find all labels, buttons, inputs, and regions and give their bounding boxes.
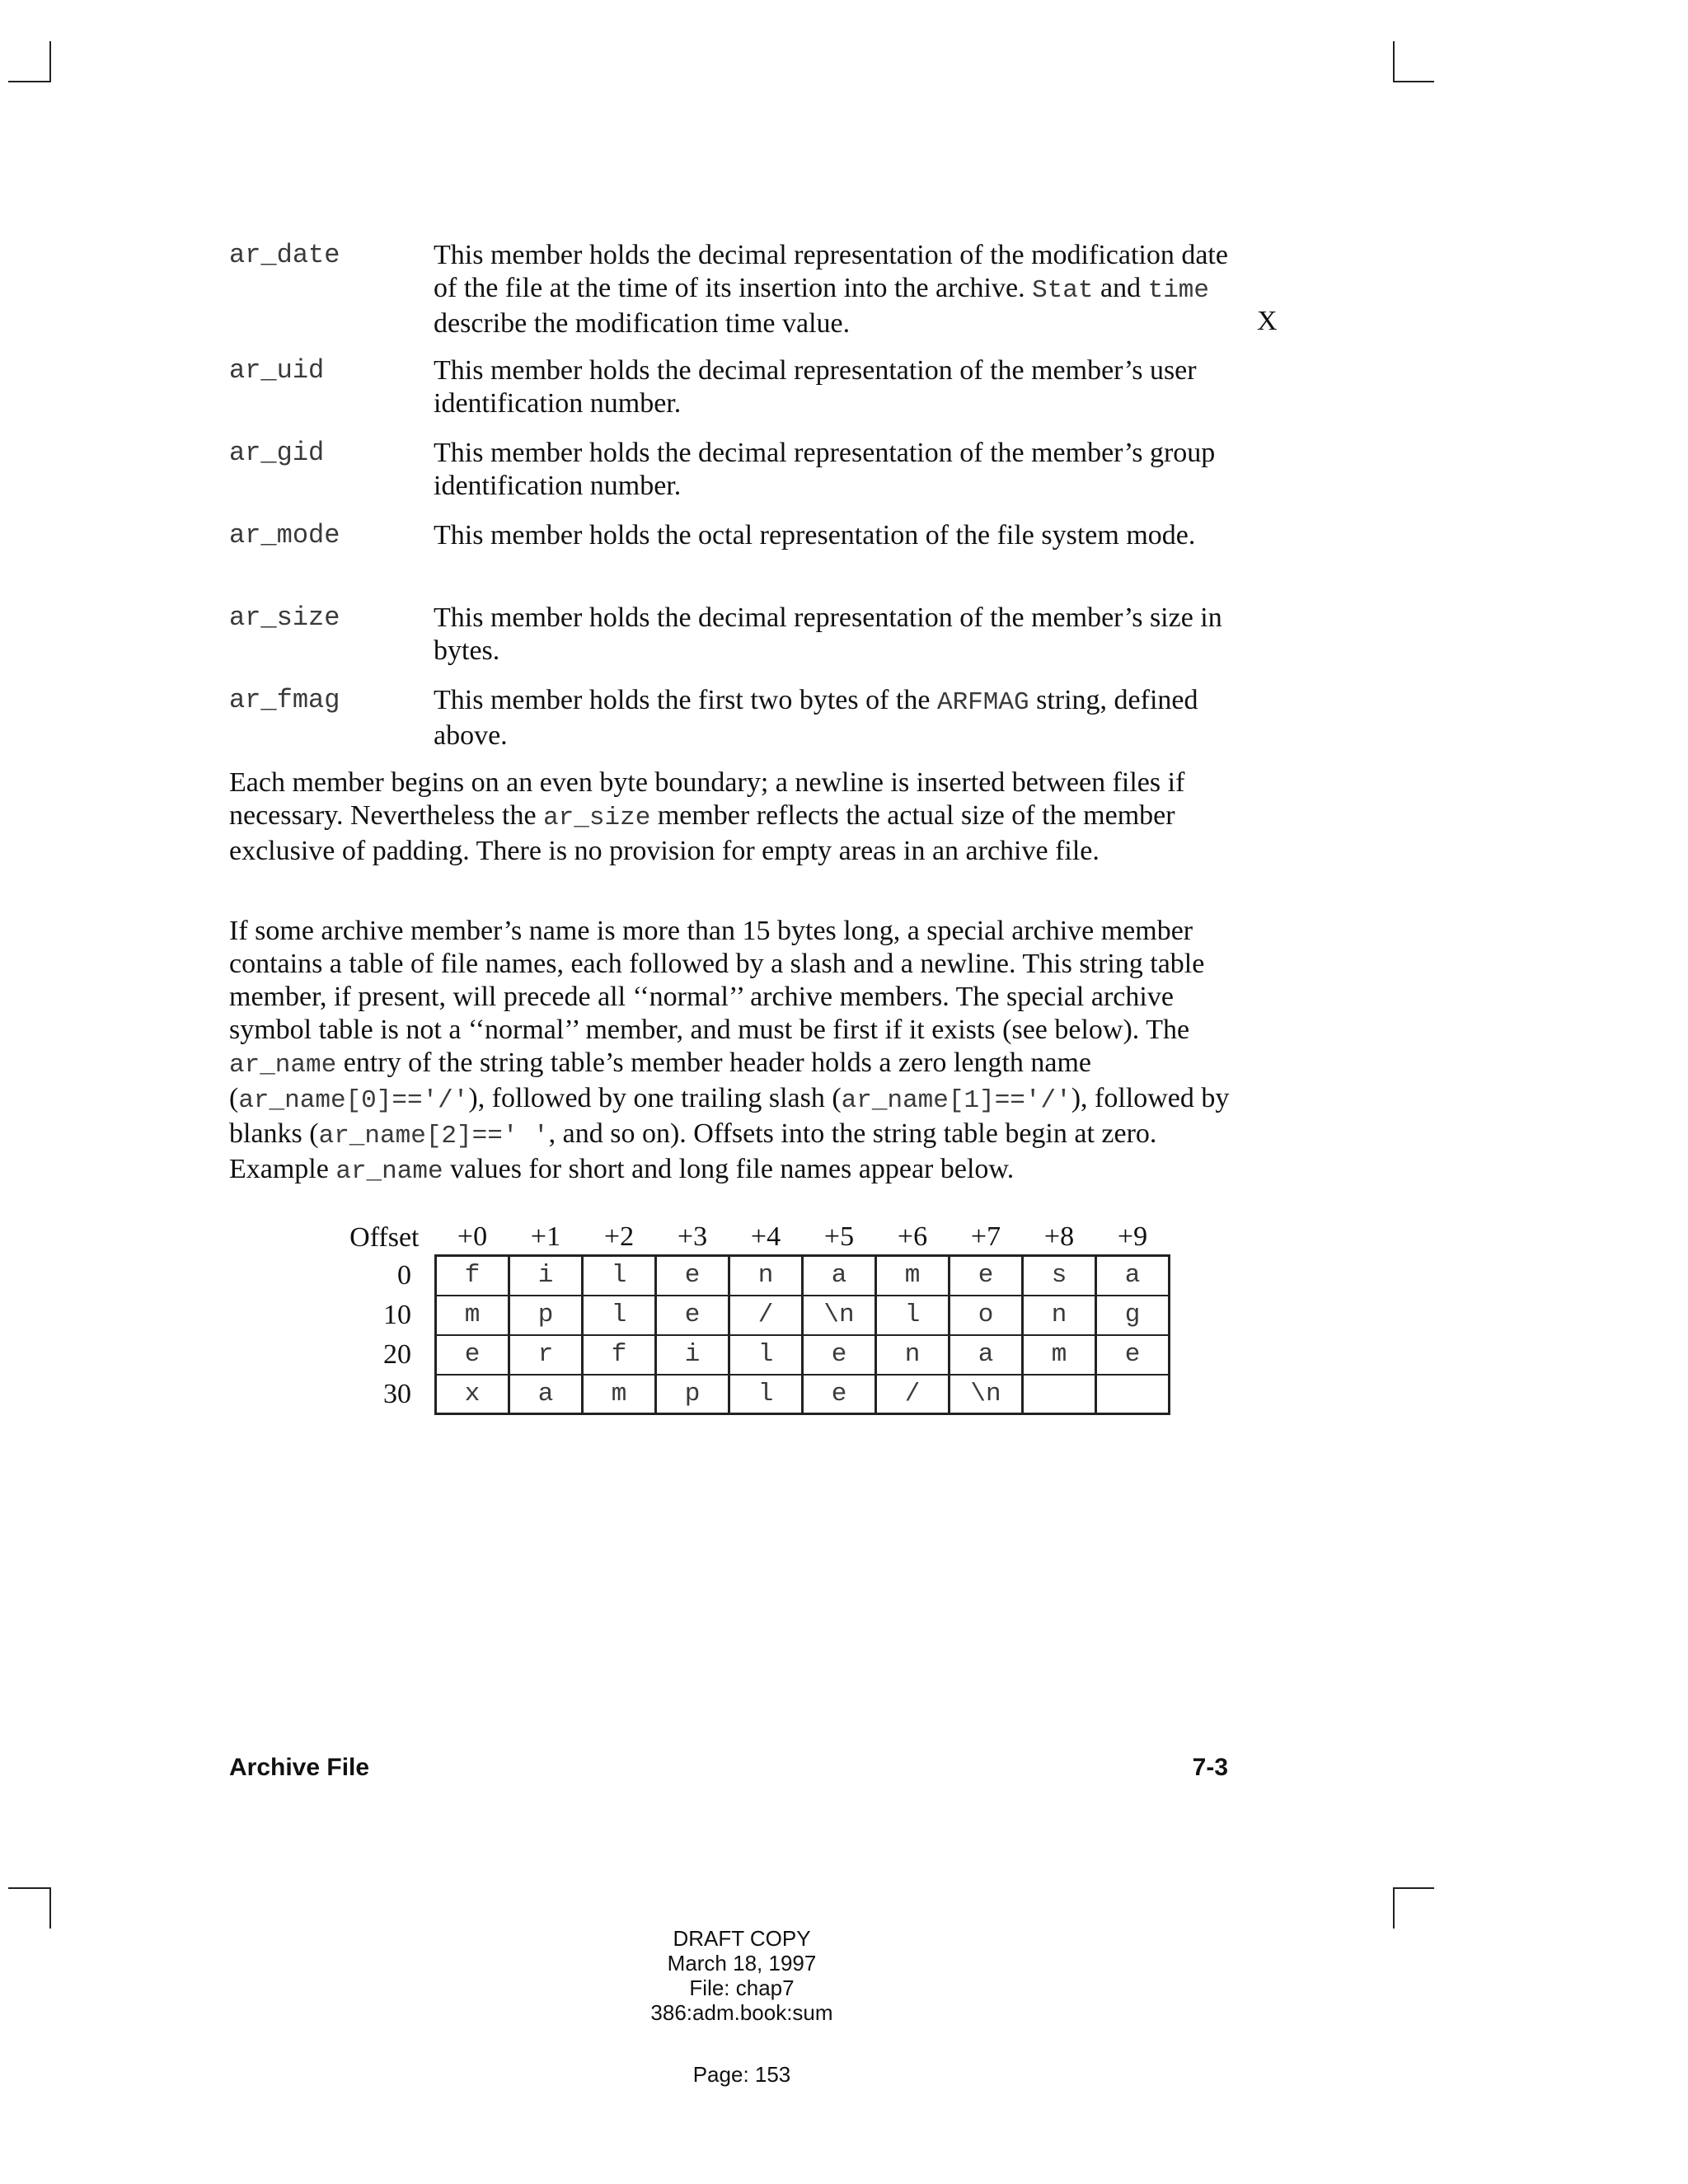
- table-cell: e: [950, 1256, 1023, 1296]
- draft-book-path: 386:adm.book:sum: [650, 2000, 833, 2025]
- table-cell: x: [436, 1375, 509, 1414]
- text-run: ), followed by blanks (: [229, 1083, 1230, 1149]
- text-run: string, defined above.: [434, 685, 1198, 751]
- table-cell: e: [656, 1296, 729, 1335]
- table-cell: \n: [950, 1375, 1023, 1414]
- table-cell: m: [436, 1296, 509, 1335]
- table-row: [316, 1256, 1170, 1296]
- row-offset-label: 30: [383, 1378, 411, 1409]
- crop-mark-top-right: [1393, 41, 1395, 82]
- table-cell: e: [1096, 1335, 1170, 1375]
- table-cell: [1023, 1375, 1096, 1414]
- table-cell: a: [1096, 1256, 1170, 1296]
- code-text: ar_size: [543, 804, 651, 832]
- table-cell: [1096, 1375, 1170, 1414]
- column-header: +8: [1043, 1221, 1075, 1252]
- text-run: and: [1093, 273, 1148, 303]
- definition-term: ar_size: [229, 602, 340, 633]
- table-body: [316, 1256, 1170, 1414]
- text-run: Each member begins on an even byte boundary; a newline is inserted between files if necessary. Nevertheless the: [229, 767, 1185, 831]
- definition-term: ar_uid: [229, 355, 325, 386]
- definition-description: [434, 437, 1258, 503]
- paragraph-string-table: [229, 915, 1251, 1188]
- table-cell: l: [729, 1375, 803, 1414]
- table-cell: a: [509, 1375, 583, 1414]
- column-header: +5: [823, 1221, 855, 1252]
- table-cell: a: [803, 1256, 876, 1296]
- code-text: ar_name[1]=='/': [841, 1086, 1071, 1115]
- column-header: +6: [897, 1221, 928, 1252]
- table-cell: e: [656, 1256, 729, 1296]
- draft-date: March 18, 1997: [667, 1951, 817, 1975]
- definition-term: ar_fmag: [229, 685, 340, 715]
- table-cell: l: [876, 1296, 950, 1335]
- code-text: ARFMAG: [936, 688, 1029, 717]
- text-run: This member holds the octal representation of the file system mode.: [434, 520, 1196, 551]
- draft-file: File: chap7: [689, 1975, 795, 2000]
- definition-description: [434, 354, 1258, 420]
- text-run: This member holds the decimal representation of the modification date of the file at the time of its insertion into the archive.: [434, 240, 1228, 303]
- footer-chapter-title: Archive File: [229, 1754, 370, 1781]
- crop-mark-top-left: [49, 41, 51, 82]
- change-bar-marker: X: [1257, 306, 1278, 336]
- text-run: This member holds the decimal representation of the member’s group identification number.: [434, 438, 1216, 501]
- code-text: ar_name: [335, 1157, 443, 1186]
- crop-mark-bottom-right: [1393, 1887, 1434, 1889]
- column-header: +3: [677, 1221, 708, 1252]
- definition-description: [434, 602, 1258, 668]
- crop-mark-bottom-right: [1393, 1887, 1395, 1929]
- text-run: values for short and long file names appear below.: [443, 1154, 1015, 1184]
- table-cell: i: [656, 1335, 729, 1375]
- column-header: +7: [970, 1221, 1001, 1252]
- table-cell: p: [509, 1296, 583, 1335]
- offset-column-header: Offset: [349, 1221, 420, 1253]
- table-row: [316, 1375, 1170, 1414]
- text-run: member reflects the actual size of the member exclusive of padding. There is no provision for empty areas in an archive file.: [229, 800, 1175, 866]
- crop-mark-bottom-left: [8, 1887, 49, 1889]
- text-run: describe the modification time value.: [434, 308, 851, 339]
- table-cell: f: [436, 1256, 509, 1296]
- definition-description: [434, 684, 1258, 752]
- column-header: +9: [1117, 1221, 1148, 1252]
- table-cell: f: [583, 1335, 656, 1375]
- draft-page-number: Page: 153: [692, 2062, 791, 2087]
- column-header: +1: [530, 1221, 561, 1252]
- code-text: ar_name: [229, 1051, 337, 1080]
- table-cell: n: [729, 1256, 803, 1296]
- text-run: If some archive member’s name is more than 15 bytes long, a special archive member contains a table of file names, each followed by a slash and a newline. This string table member, if present, will precede all ‘‘normal’’ archive members. The special archive symbol table is not a ‘‘normal’’ member, and must be first if it exists (see below). The: [229, 916, 1205, 1045]
- table-cell: /: [876, 1375, 950, 1414]
- table-cell: l: [583, 1256, 656, 1296]
- definition-description: [434, 239, 1258, 340]
- table-cell: m: [1023, 1335, 1096, 1375]
- column-header: +0: [457, 1221, 488, 1252]
- definition-term: ar_gid: [229, 438, 325, 468]
- crop-mark-top-left: [8, 81, 49, 82]
- table-cell: m: [876, 1256, 950, 1296]
- table-cell: m: [583, 1375, 656, 1414]
- row-offset-label: 20: [383, 1338, 411, 1370]
- table-cell: /: [729, 1296, 803, 1335]
- table-cell: l: [583, 1296, 656, 1335]
- table-cell: l: [729, 1335, 803, 1375]
- code-text: Stat: [1032, 276, 1094, 305]
- table-cell: i: [509, 1256, 583, 1296]
- draft-copy-label: DRAFT COPY: [673, 1926, 811, 1951]
- definition-term: ar_mode: [229, 520, 340, 551]
- code-text: ar_name[0]=='/': [238, 1086, 469, 1115]
- table-row: [316, 1335, 1170, 1375]
- definition-description: [434, 519, 1258, 552]
- column-header: +2: [603, 1221, 635, 1252]
- table-cell: e: [803, 1335, 876, 1375]
- table-cell: p: [656, 1375, 729, 1414]
- footer-page-number: 7-3: [1192, 1754, 1228, 1781]
- crop-mark-top-right: [1393, 81, 1434, 82]
- code-text: time: [1147, 276, 1210, 305]
- text-run: This member holds the decimal representation of the member’s size in bytes.: [434, 602, 1222, 666]
- table-cell: e: [803, 1375, 876, 1414]
- paragraph-padding: [229, 766, 1251, 868]
- table-header-row: [316, 1220, 1170, 1256]
- crop-mark-bottom-left: [49, 1887, 51, 1929]
- code-text: ar_name[2]==' ': [318, 1122, 549, 1151]
- column-header: +4: [750, 1221, 781, 1252]
- table-cell: s: [1023, 1256, 1096, 1296]
- text-run: This member holds the first two bytes of the: [434, 685, 937, 715]
- row-offset-label: 0: [397, 1259, 411, 1291]
- table-cell: \n: [803, 1296, 876, 1335]
- row-offset-label: 10: [383, 1299, 411, 1330]
- text-run: ), followed by one trailing slash (: [468, 1083, 842, 1113]
- table-cell: n: [1023, 1296, 1096, 1335]
- table-cell: r: [509, 1335, 583, 1375]
- definition-term: ar_date: [229, 240, 340, 270]
- table-cell: e: [436, 1335, 509, 1375]
- table-cell: g: [1096, 1296, 1170, 1335]
- string-table-example: [316, 1220, 1170, 1415]
- table-cell: a: [950, 1335, 1023, 1375]
- table-row: [316, 1296, 1170, 1335]
- table-cell: n: [876, 1335, 950, 1375]
- text-run: , and so on). Offsets into the string table begin at zero. Example: [229, 1118, 1157, 1184]
- text-run: entry of the string table’s member header holds a zero length name (: [229, 1047, 1092, 1113]
- table-cell: o: [950, 1296, 1023, 1335]
- text-run: This member holds the decimal representation of the member’s user identification number.: [434, 355, 1197, 419]
